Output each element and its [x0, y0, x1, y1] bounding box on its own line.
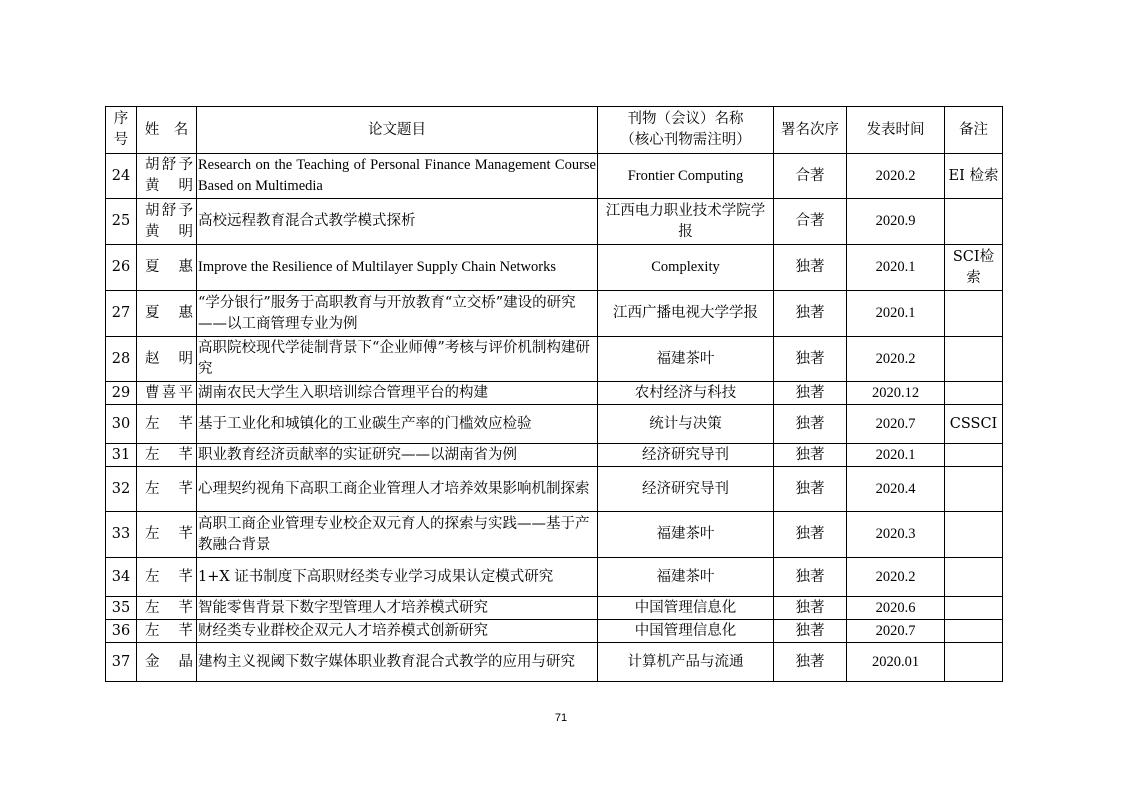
cell-seq: 37 [106, 643, 137, 682]
cell-journal: 福建茶叶 [598, 558, 774, 597]
cell-remark [945, 337, 1003, 382]
cell-remark [945, 467, 1003, 512]
cell-title: 高职工商企业管理专业校企双元育人的探索与实践——基于产教融合背景 [197, 512, 598, 558]
cell-title: 1+X 证书制度下高职财经类专业学习成果认定模式研究 [197, 558, 598, 597]
cell-name: 胡舒予黄明 [137, 199, 197, 245]
cell-seq: 36 [106, 620, 137, 643]
cell-date: 2020.1 [847, 245, 945, 291]
cell-name: 左芊 [137, 444, 197, 467]
cell-date: 2020.7 [847, 620, 945, 643]
cell-name: 左芊 [137, 620, 197, 643]
cell-remark [945, 382, 1003, 405]
cell-title: 建构主义视阈下数字媒体职业教育混合式教学的应用与研究 [197, 643, 598, 682]
cell-name: 左芊 [137, 597, 197, 620]
cell-journal: 农村经济与科技 [598, 382, 774, 405]
cell-date: 2020.2 [847, 558, 945, 597]
header-title: 论文题目 [197, 107, 598, 154]
cell-remark [945, 444, 1003, 467]
cell-authorship: 独著 [774, 597, 847, 620]
cell-authorship: 独著 [774, 620, 847, 643]
cell-journal: 福建茶叶 [598, 512, 774, 558]
cell-seq: 29 [106, 382, 137, 405]
cell-seq: 28 [106, 337, 137, 382]
cell-seq: 33 [106, 512, 137, 558]
cell-journal: 计算机产品与流通 [598, 643, 774, 682]
cell-remark [945, 199, 1003, 245]
table-row [106, 245, 1003, 291]
table-row [106, 405, 1003, 444]
cell-remark [945, 620, 1003, 643]
cell-remark [945, 643, 1003, 682]
cell-authorship: 合著 [774, 154, 847, 199]
papers-table [105, 106, 1003, 682]
header-seq: 序号 [106, 107, 137, 154]
cell-date: 2020.4 [847, 467, 945, 512]
cell-date: 2020.3 [847, 512, 945, 558]
cell-name: 胡舒予黄明 [137, 154, 197, 199]
cell-remark: EI 检索 [945, 154, 1003, 199]
cell-name: 夏惠 [137, 291, 197, 337]
cell-name: 左芊 [137, 405, 197, 444]
cell-seq: 26 [106, 245, 137, 291]
table-row [106, 291, 1003, 337]
header-journal-line1: 刊物（会议）名称 [627, 111, 744, 127]
table-row [106, 597, 1003, 620]
cell-title: 智能零售背景下数字型管理人才培养模式研究 [197, 597, 598, 620]
cell-seq: 25 [106, 199, 137, 245]
cell-remark: SCI检索 [945, 245, 1003, 291]
cell-remark [945, 291, 1003, 337]
cell-title: 职业教育经济贡献率的实证研究——以湖南省为例 [197, 444, 598, 467]
cell-remark [945, 512, 1003, 558]
cell-journal: Complexity [598, 245, 774, 291]
cell-authorship: 独著 [774, 245, 847, 291]
cell-authorship: 独著 [774, 467, 847, 512]
cell-name: 夏惠 [137, 245, 197, 291]
cell-authorship: 合著 [774, 199, 847, 245]
header-journal [598, 107, 774, 154]
cell-journal: 江西电力职业技术学院学报 [598, 199, 774, 245]
cell-seq: 30 [106, 405, 137, 444]
table-row [106, 643, 1003, 682]
header-row [106, 107, 1003, 154]
header-journal-line2: （核心刊物需注明） [620, 132, 751, 148]
cell-name: 左芊 [137, 558, 197, 597]
cell-date: 2020.1 [847, 291, 945, 337]
cell-authorship: 独著 [774, 444, 847, 467]
cell-date: 2020.7 [847, 405, 945, 444]
cell-authorship: 独著 [774, 643, 847, 682]
table-row [106, 444, 1003, 467]
cell-title: 基于工业化和城镇化的工业碳生产率的门槛效应检验 [197, 405, 598, 444]
page-number: 71 [554, 712, 568, 724]
table-row [106, 154, 1003, 199]
cell-journal: 统计与决策 [598, 405, 774, 444]
table-row [106, 382, 1003, 405]
cell-title: Improve the Resilience of Multilayer Supply Chain Networks [197, 245, 598, 291]
cell-name: 左芊 [137, 512, 197, 558]
table-row [106, 337, 1003, 382]
table-row [106, 620, 1003, 643]
cell-title: 高校远程教育混合式教学模式探析 [197, 199, 598, 245]
cell-name: 曹喜平 [137, 382, 197, 405]
cell-journal: 江西广播电视大学学报 [598, 291, 774, 337]
header-name: 姓 名 [137, 107, 197, 154]
cell-date: 2020.6 [847, 597, 945, 620]
header-date: 发表时间 [847, 107, 945, 154]
cell-name: 赵明 [137, 337, 197, 382]
cell-title: Research on the Teaching of Personal Finance Management Course Based on Multimedia [197, 154, 598, 199]
cell-date: 2020.9 [847, 199, 945, 245]
cell-journal: 中国管理信息化 [598, 597, 774, 620]
cell-authorship: 独著 [774, 405, 847, 444]
cell-journal: 经济研究导刊 [598, 444, 774, 467]
cell-title: 湖南农民大学生入职培训综合管理平台的构建 [197, 382, 598, 405]
table-row [106, 558, 1003, 597]
cell-date: 2020.2 [847, 337, 945, 382]
cell-journal: 福建茶叶 [598, 337, 774, 382]
cell-remark [945, 597, 1003, 620]
table-row [106, 467, 1003, 512]
cell-authorship: 独著 [774, 558, 847, 597]
cell-authorship: 独著 [774, 382, 847, 405]
cell-seq: 24 [106, 154, 137, 199]
cell-date: 2020.01 [847, 643, 945, 682]
header-remark: 备注 [945, 107, 1003, 154]
cell-title: 心理契约视角下高职工商企业管理人才培养效果影响机制探索 [197, 467, 598, 512]
cell-date: 2020.1 [847, 444, 945, 467]
cell-date: 2020.2 [847, 154, 945, 199]
cell-authorship: 独著 [774, 512, 847, 558]
cell-seq: 34 [106, 558, 137, 597]
table-row [106, 199, 1003, 245]
cell-name: 金晶 [137, 643, 197, 682]
cell-authorship: 独著 [774, 337, 847, 382]
cell-journal: Frontier Computing [598, 154, 774, 199]
cell-title: 财经类专业群校企双元人才培养模式创新研究 [197, 620, 598, 643]
cell-authorship: 独著 [774, 291, 847, 337]
cell-remark: CSSCI [945, 405, 1003, 444]
cell-journal: 经济研究导刊 [598, 467, 774, 512]
cell-remark [945, 558, 1003, 597]
cell-name: 左芊 [137, 467, 197, 512]
cell-title: “学分银行”服务于高职教育与开放教育“立交桥”建设的研究——以工商管理专业为例 [197, 291, 598, 337]
cell-seq: 27 [106, 291, 137, 337]
cell-title: 高职院校现代学徒制背景下“企业师傅”考核与评价机制构建研究 [197, 337, 598, 382]
cell-seq: 31 [106, 444, 137, 467]
cell-seq: 32 [106, 467, 137, 512]
header-authorship: 署名次序 [774, 107, 847, 154]
cell-seq: 35 [106, 597, 137, 620]
cell-journal: 中国管理信息化 [598, 620, 774, 643]
cell-date: 2020.12 [847, 382, 945, 405]
table-row [106, 512, 1003, 558]
